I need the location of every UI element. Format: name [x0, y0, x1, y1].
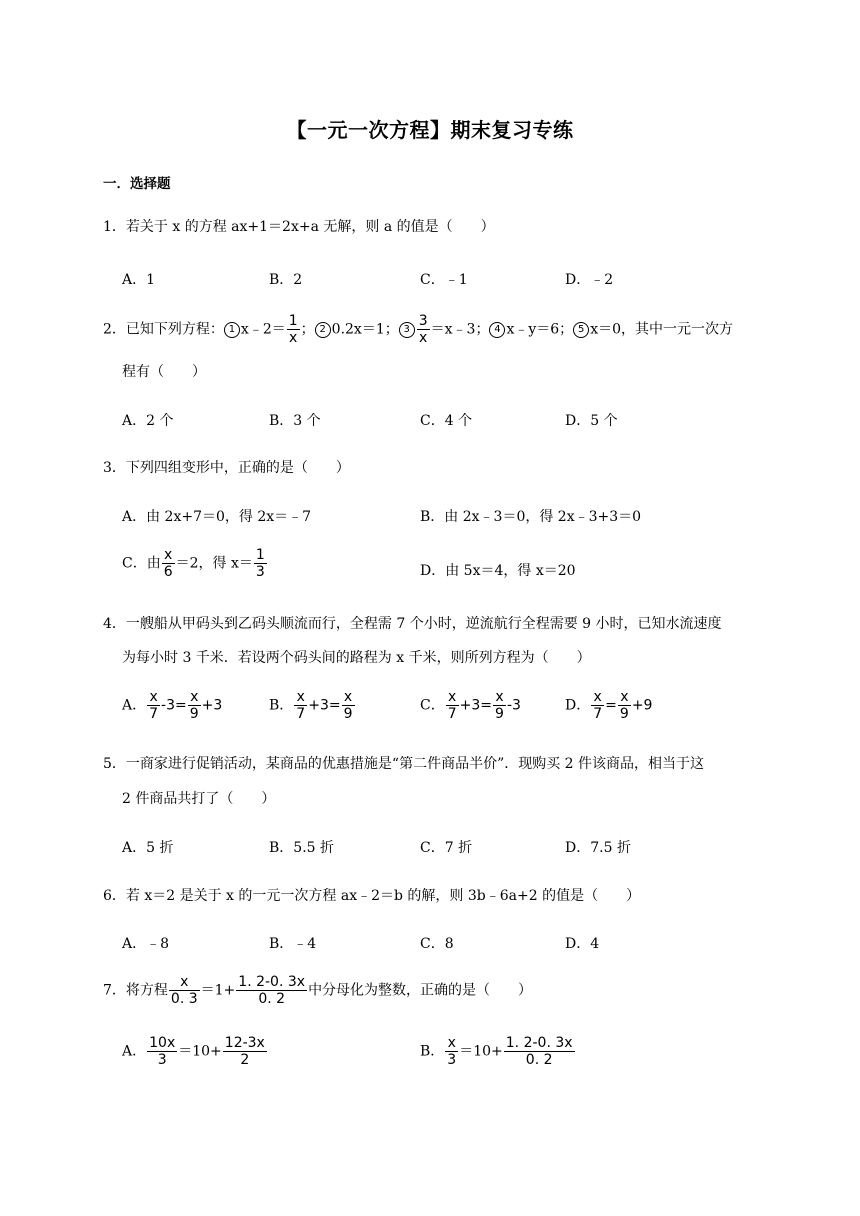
circled-number-1: 1 — [224, 322, 240, 338]
circled-number-3: 3 — [399, 322, 415, 338]
question-5-line2: 2 件商品共打了（ ） — [122, 791, 276, 807]
question-3: 3．下列四组变形中，正确的是（ ） — [103, 460, 350, 476]
question-1: 1．若关于 x 的方程 ax+1＝2x+a 无解，则 a 的值是（ ） — [103, 219, 495, 235]
circled-number-4: 4 — [489, 322, 505, 338]
q3-option-b: B．由 2x﹣3＝0，得 2x﹣3+3＝0 — [420, 509, 642, 525]
question-5-line1: 5．一商家进行促销活动，某商品的优惠措施是“第二件商品半价”．现购买 2 件该商品，相当于这 — [103, 756, 705, 772]
q2-eq4: x﹣y＝6； — [506, 321, 574, 338]
q5-option-a: A．5 折 — [122, 840, 174, 856]
q5-option-d: D．7.5 折 — [565, 840, 631, 856]
q3-option-d: D．由 5x＝4，得 x＝20 — [420, 563, 576, 579]
q5-option-c: C．7 折 — [420, 840, 473, 856]
question-4-line2: 为每小时 3 千米．若设两个码头间的路程为 x 千米，则所列方程为（ ） — [122, 650, 591, 666]
circled-number-5: 5 — [573, 322, 589, 338]
q3-option-c: C．由 $\frac{x}{6}$ ＝2，得 x＝ $\frac{1}{3}$ — [122, 547, 265, 580]
q6-option-a: A．﹣8 — [122, 936, 170, 952]
q2-option-d: D．5 个 — [565, 413, 618, 429]
fraction: $\frac{x}{0. 3}$ — [170, 974, 198, 1007]
question-4-line1: 4．一艘船从甲码头到乙码头顺流而行，全程需 7 个小时，逆流航行全程需要 9 小时，已知水流速度 — [103, 616, 722, 632]
fraction: $\frac{x}{6}$ — [163, 547, 173, 580]
q2-line2: 程有（ ） — [122, 364, 206, 380]
q7-option-b: B． $\frac{x}{3}$ ＝10+ $\frac{1. 2-0. 3x}{0. 2}$ — [420, 1035, 573, 1068]
q6-option-b: B．﹣4 — [269, 936, 317, 952]
fraction: $\frac{x}{3}$ — [447, 1035, 457, 1068]
q2-option-b: B．3 个 — [269, 413, 321, 429]
q2-eq3: ＝x﹣3； — [430, 321, 490, 338]
fraction: $\frac{1}{x}$ — [288, 313, 298, 346]
fraction: $\frac{1}{3}$ — [255, 547, 265, 580]
q2-eq1: x﹣2＝ — [240, 321, 286, 338]
q6-option-c: C．8 — [420, 936, 454, 952]
q1-option-b: B．2 — [269, 272, 303, 288]
q1-option-a: A．1 — [122, 272, 156, 288]
fraction: $\frac{3}{x}$ — [418, 313, 428, 346]
q4-option-a: A． $\frac{x}{7}$ -3= $\frac{x}{9}$ +3 — [122, 689, 223, 722]
q2-intro: 2．已知下列方程： — [103, 321, 224, 338]
q2-option-c: C．4 个 — [420, 413, 473, 429]
q6-option-d: D．4 — [565, 936, 600, 952]
circled-number-2: 2 — [315, 322, 331, 338]
fraction: $\frac{10x}{3}$ — [149, 1035, 176, 1068]
q2-eq2: 0.2x＝1； — [331, 321, 399, 338]
q7-option-a: A． $\frac{10x}{3}$ ＝10+ $\frac{12-3x}{2}$ — [122, 1035, 265, 1068]
fraction: $\frac{1. 2-0. 3x}{0. 2}$ — [505, 1035, 573, 1068]
page-title: 【一元一次方程】期末复习专练 — [286, 118, 574, 142]
q2-option-a: A．2 个 — [122, 413, 174, 429]
q1-option-c: C．﹣1 — [420, 272, 468, 288]
question-2: 2．已知下列方程： 1 x﹣2＝ $\frac{1}{x}$ ； 2 0.2x＝1； 3 $\frac{3}{x}$ ＝x﹣3； 4 x﹣y＝6； 5 x＝0，其中一元一次方 — [103, 313, 733, 346]
question-7: 7．将方程 $\frac{x}{0. 3}$ ＝1+ $\frac{1. 2-0. 3x}{0. 2}$ 中分母化为整数，正确的是（ ） — [103, 974, 533, 1007]
q2-eq5: x＝0，其中一元一次方 — [590, 321, 733, 338]
q1-option-d: D．﹣2 — [565, 272, 614, 288]
q3-option-a: A．由 2x+7＝0，得 2x＝﹣7 — [122, 509, 312, 525]
q4-option-d: D． $\frac{x}{7}$ = $\frac{x}{9}$ +9 — [565, 689, 653, 722]
section-heading: 一．选择题 — [103, 176, 171, 192]
question-6: 6．若 x＝2 是关于 x 的一元一次方程 ax﹣2＝b 的解，则 3b﹣6a+2 的值是（ ） — [103, 888, 641, 904]
q5-option-b: B．5.5 折 — [269, 840, 335, 856]
fraction: $\frac{1. 2-0. 3x}{0. 2}$ — [238, 974, 306, 1007]
q4-option-c: C． $\frac{x}{7}$ +3= $\frac{x}{9}$ -3 — [420, 689, 521, 722]
q4-option-b: B． $\frac{x}{7}$ +3= $\frac{x}{9}$ — [269, 689, 353, 722]
fraction: $\frac{12-3x}{2}$ — [224, 1035, 265, 1068]
